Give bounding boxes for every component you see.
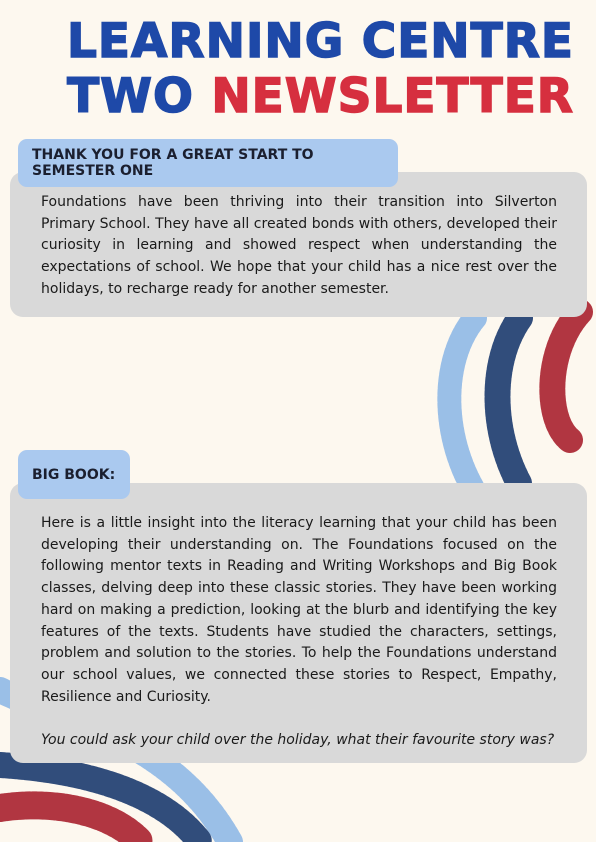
title-line-2 bbox=[67, 69, 574, 124]
newsletter-title bbox=[67, 14, 574, 124]
title-word-two: TWO bbox=[67, 69, 194, 124]
section-body-semester-one bbox=[10, 172, 587, 317]
title-line-1: LEARNING CENTRE bbox=[66, 14, 574, 69]
section-heading-semester-one: THANK YOU FOR A GREAT START TO SEMESTER ONE bbox=[18, 139, 398, 187]
section-heading-big-book: BIG BOOK: bbox=[18, 450, 130, 499]
chalk-arc-red bbox=[552, 312, 580, 440]
chalk-arc-red-bottom bbox=[0, 805, 140, 842]
semester-one-paragraph: Foundations have been thriving into their transition into Silverton Primary School. They have all created bonds with others, developed their curiosity in learning and showed respect when understanding the expectations of school. We hope that your child has a nice rest over the holidays, to recharge ready for another semester. bbox=[41, 194, 557, 297]
big-book-question: You could ask your child over the holiday, what their favourite story was? bbox=[41, 732, 555, 749]
chalk-arc-light-blue bbox=[449, 318, 480, 500]
section-body-big-book bbox=[10, 483, 587, 763]
big-book-paragraph: Here is a little insight into the literacy learning that your child has been developing their understanding on. The Foundations focused on the following mentor texts in Reading and Writing Workshops and Big Book classes, delving deep into these classic stories. They have been working hard on making a prediction, looking at the blurb and identifying the key features of the texts. Students have studied the characters, settings, problem and solution to the stories. To help the Foundations understand our school values, we connected these stories to Respect, Empathy, Resilience and Curiosity. bbox=[41, 515, 557, 705]
chalk-arc-navy bbox=[498, 318, 521, 485]
title-word-newsletter: NEWSLETTER bbox=[211, 69, 574, 124]
